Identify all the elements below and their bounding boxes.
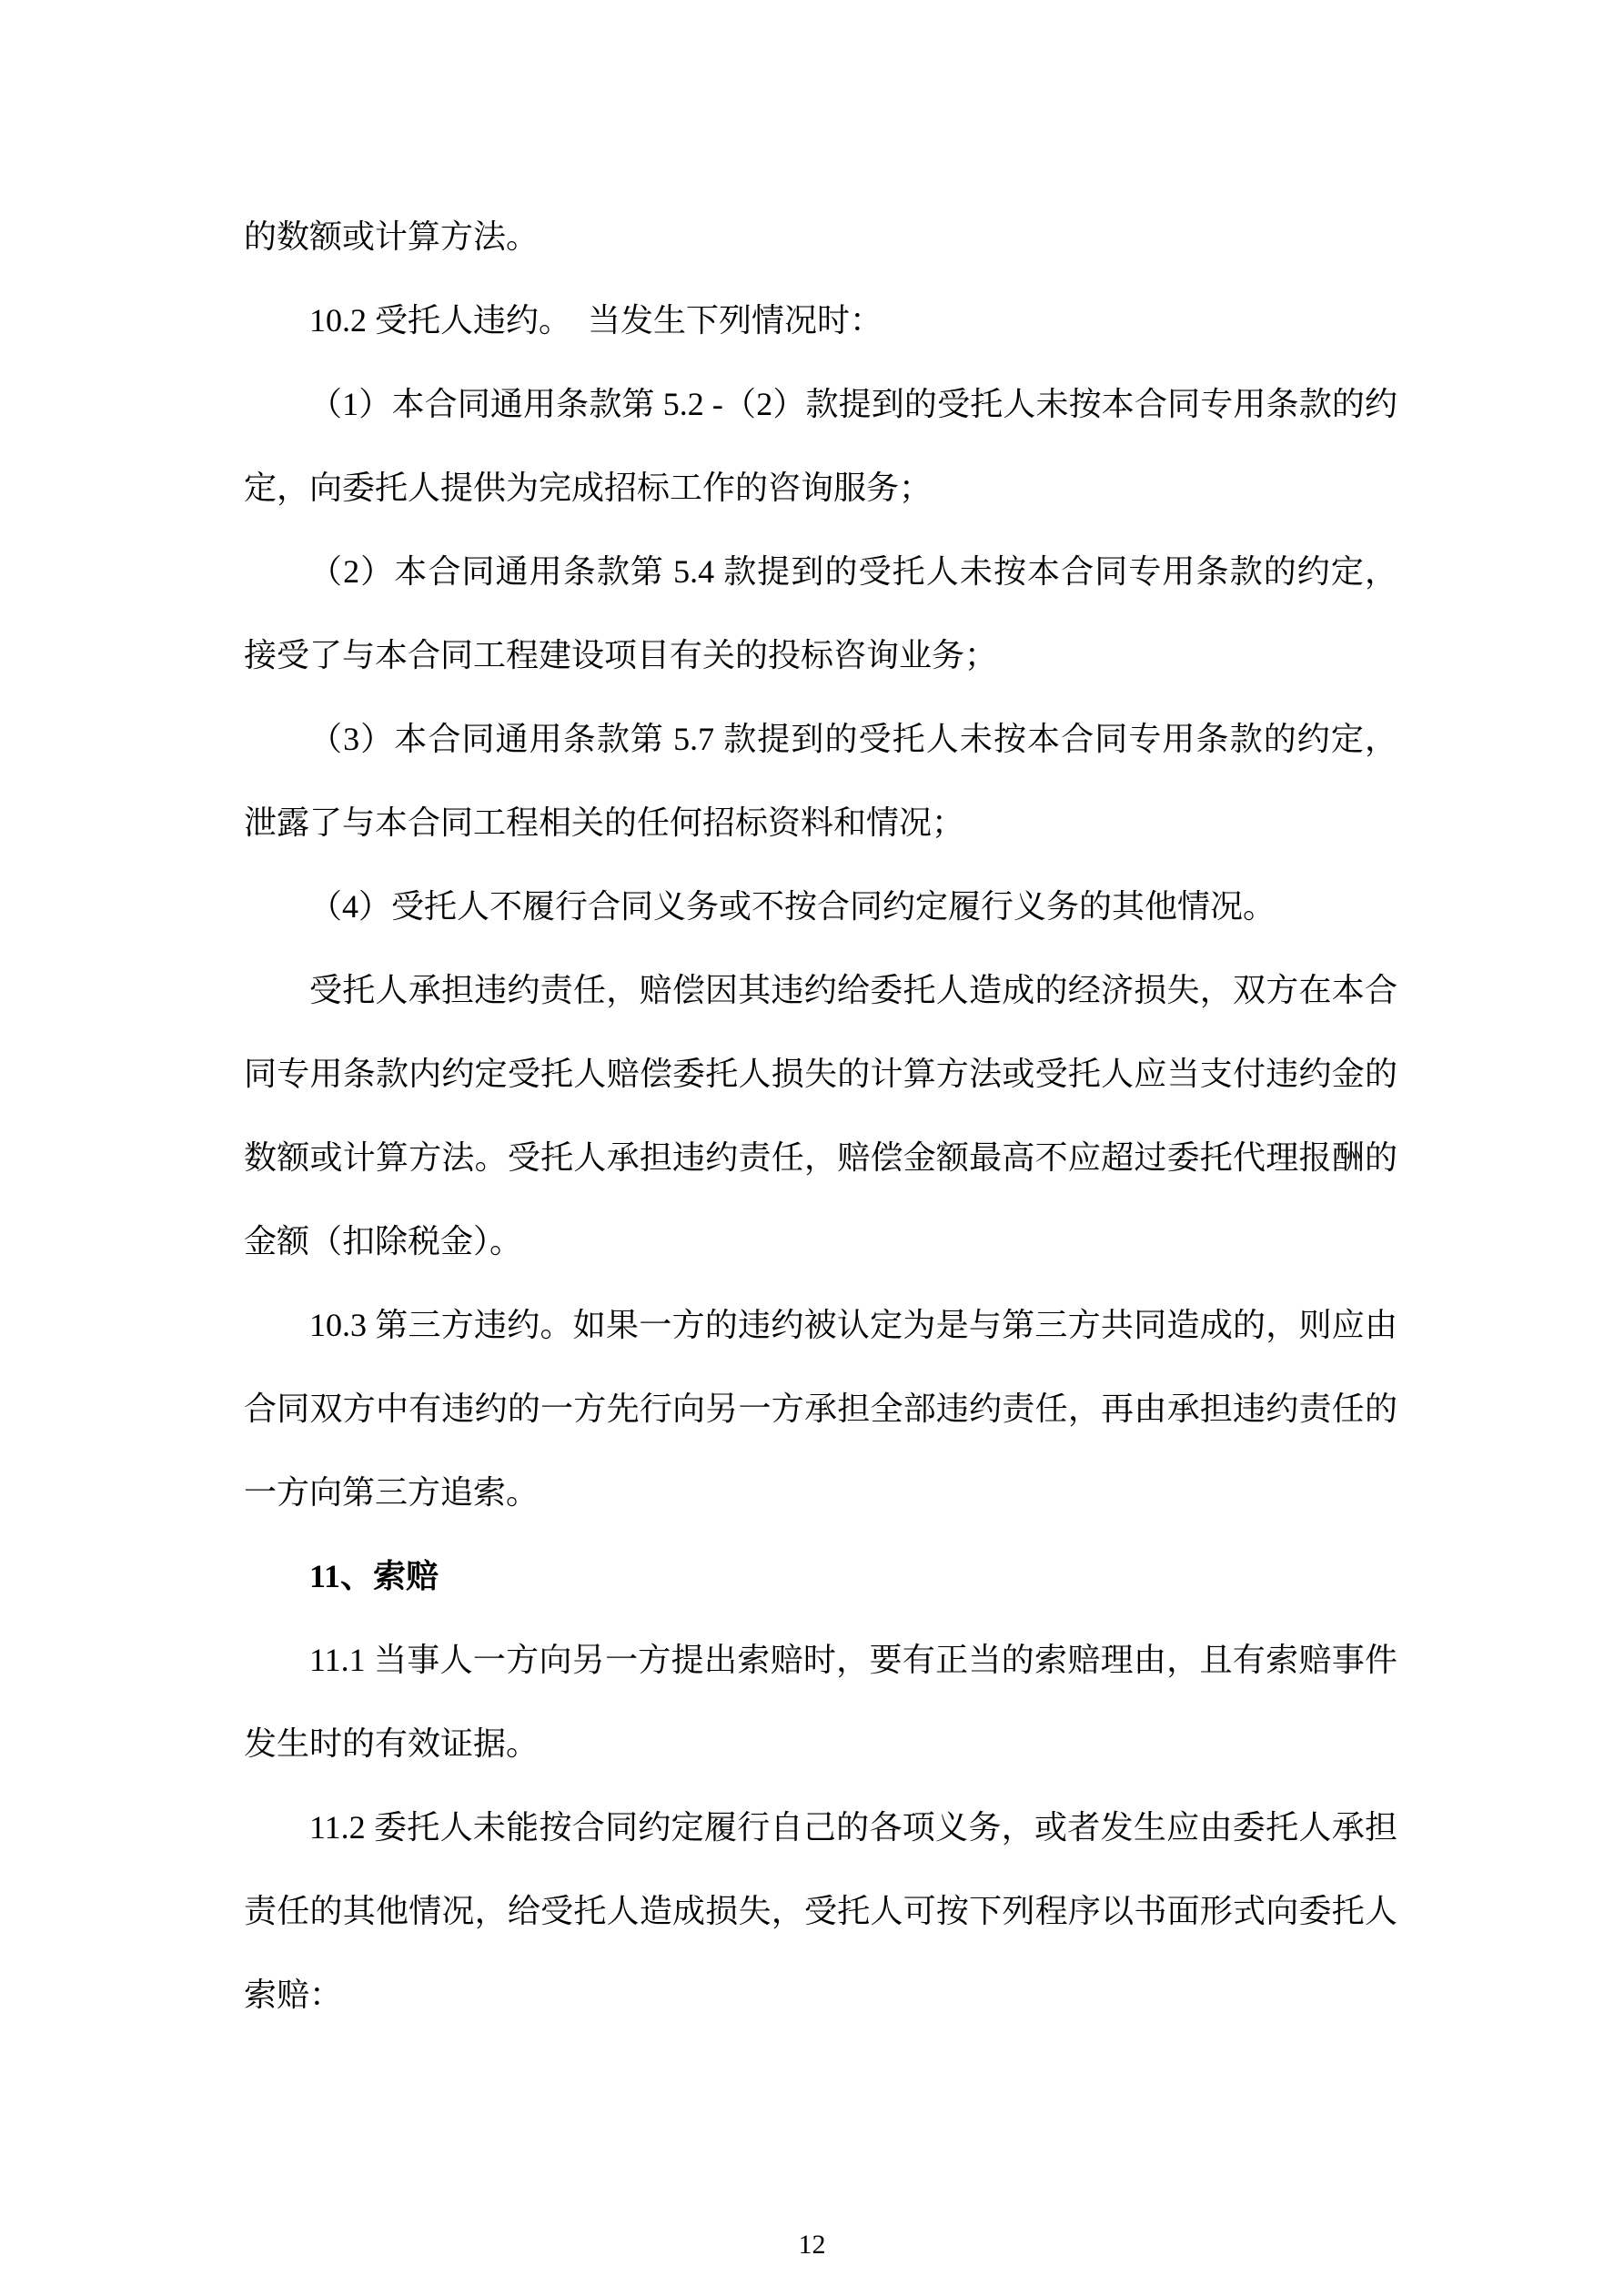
document-body: [244, 195, 1397, 2037]
paragraph-continuation: 的数额或计算方法。: [244, 218, 540, 255]
paragraph-clause-10-3: 10.3 第三方违约。如果一方的违约被认定为是与第三方共同造成的，则应由合同双方中有违约的一方先行向另一方承担全部违约责任，再由承担违约责任的一方向第三方追索。: [244, 1307, 1397, 1511]
paragraph-item-3: （3）本合同通用条款第 5.7 款提到的受托人未按本合同专用条款的约定，泄露了与本合同工程相关的任何招标资料和情况；: [244, 721, 1397, 841]
paragraph-item-4: （4）受托人不履行合同义务或不按合同约定履行义务的其他情况。: [309, 888, 1276, 925]
paragraph-clause-11-1: 11.1 当事人一方向另一方提出索赔时，要有正当的索赔理由，且有索赔事件发生时的有效证据。: [244, 1642, 1397, 1762]
paragraph-liability: 受托人承担违约责任，赔偿因其违约给委托人造成的经济损失，双方在本合同专用条款内约定受托人赔偿委托人损失的计算方法或受托人应当支付违约金的数额或计算方法。受托人承担违约责任，赔偿金额最高不应超过委托代理报酬的金额（扣除税金）。: [244, 972, 1397, 1259]
paragraph-item-1: （1）本合同通用条款第 5.2 -（2）款提到的受托人未按本合同专用条款的约定，向委托人提供为完成招标工作的咨询服务；: [244, 386, 1397, 506]
paragraph-clause-11-2: 11.2 委托人未能按合同约定履行自己的各项义务，或者发生应由委托人承担责任的其他情况，给受托人造成损失，受托人可按下列程序以书面形式向委托人索赔：: [244, 1809, 1397, 2013]
section-heading-11: 11、索赔: [309, 1558, 439, 1594]
paragraph-clause-10-2: 10.2 受托人违约。 当发生下列情况时：: [309, 302, 883, 339]
page-number: 12: [798, 2230, 826, 2260]
paragraph-item-2: （2）本合同通用条款第 5.4 款提到的受托人未按本合同专用条款的约定，接受了与本合同工程建设项目有关的投标咨询业务；: [244, 553, 1397, 673]
